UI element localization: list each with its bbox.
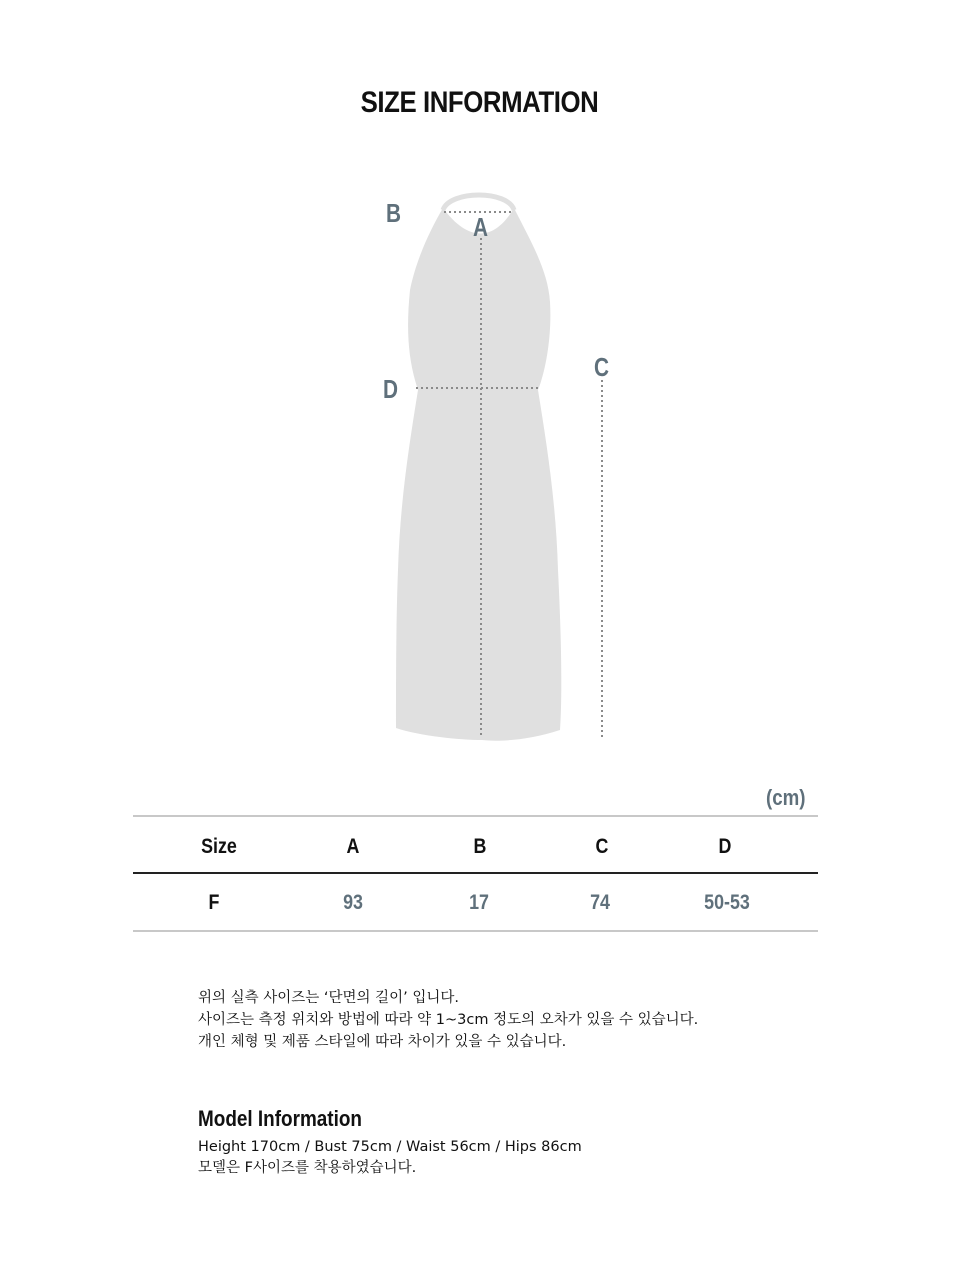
- row-f-c: 74: [590, 891, 610, 914]
- header-d: D: [718, 835, 732, 858]
- model-info-title: Model Information: [198, 1106, 362, 1131]
- model-info: [198, 1137, 582, 1179]
- measurement-notes: [198, 987, 698, 1053]
- header-a: A: [346, 835, 360, 858]
- model-measurements: Height 170cm / Bust 75cm / Waist 56cm / Hips 86cm: [198, 1139, 582, 1155]
- label-d: D: [383, 374, 399, 404]
- row-f-size: F: [208, 891, 220, 914]
- header-size: Size: [201, 835, 237, 858]
- halter-strap: [443, 195, 514, 210]
- size-diagram: [0, 180, 959, 760]
- label-c: C: [594, 352, 610, 382]
- model-size-worn: 모델은 F사이즈를 착용하였습니다.: [198, 1160, 417, 1176]
- row-f-a: 93: [343, 891, 363, 914]
- row-f-b: 17: [469, 891, 489, 914]
- header-b: B: [473, 835, 487, 858]
- note-line: 사이즈는 측정 위치와 방법에 따라 약 1~3cm 정도의 오차가 있을 수 있습니다.: [198, 1012, 699, 1028]
- page-title: SIZE INFORMATION: [360, 86, 599, 119]
- unit-label: (cm): [766, 785, 806, 810]
- dress-illustration: [0, 180, 959, 760]
- label-b: B: [386, 198, 402, 228]
- dress-body: [396, 208, 561, 741]
- table-top-rule: [133, 815, 818, 817]
- table-header-rule: [133, 872, 818, 874]
- note-line: 위의 실측 사이즈는 ‘단면의 길이’ 입니다.: [198, 990, 459, 1006]
- row-f-d: 50-53: [704, 891, 750, 914]
- note-line: 개인 체형 및 제품 스타일에 따라 차이가 있을 수 있습니다.: [198, 1034, 567, 1050]
- label-a: A: [473, 212, 489, 242]
- header-c: C: [595, 835, 609, 858]
- table-bottom-rule: [133, 930, 818, 932]
